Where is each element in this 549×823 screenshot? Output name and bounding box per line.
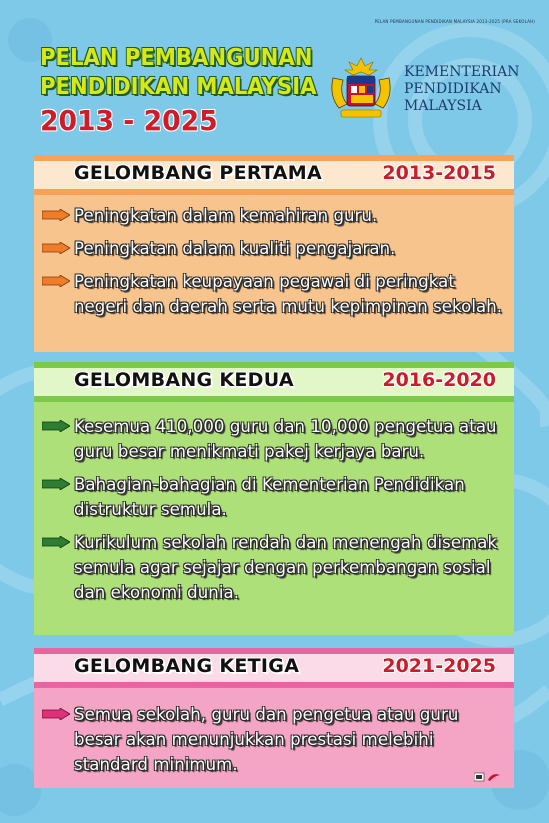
arrow-bullet-icon bbox=[42, 209, 70, 221]
list-item bbox=[38, 236, 506, 261]
wave-years: 2013-2015 bbox=[382, 162, 496, 184]
header-fine-print: PELAN PEMBANGUNAN PENDIDIKAN MALAYSIA 2013-2025 (PRA SEKOLAH) bbox=[374, 19, 535, 24]
ministry-line-2: PENDIDIKAN bbox=[404, 81, 502, 97]
list-item bbox=[38, 530, 506, 605]
wave-years: 2016-2020 bbox=[382, 369, 496, 391]
list-item bbox=[38, 472, 506, 522]
item-text: Peningkatan dalam kemahiran guru. bbox=[74, 206, 378, 225]
item-text: Bahagian-bahagian di Kementerian Pendidikan distruktur semula. bbox=[74, 475, 465, 519]
title-years: 2013 - 2025 bbox=[40, 104, 218, 137]
title-line-2: PENDIDIKAN MALAYSIA bbox=[40, 74, 317, 100]
item-text: Peningkatan dalam kualiti pengajaran. bbox=[74, 239, 396, 258]
ministry-line-1: KEMENTERIAN bbox=[404, 64, 520, 80]
arrow-bullet-icon bbox=[42, 420, 70, 432]
wave-header bbox=[34, 648, 514, 688]
item-text: Kurikulum sekolah rendah dan menengah disemak semula agar sejajar dengan perkembangan sosial dan ekonomi dunia. bbox=[74, 533, 498, 602]
wave-name: GELOMBANG KEDUA bbox=[74, 369, 294, 391]
wave-items bbox=[34, 195, 514, 319]
arrow-bullet-icon bbox=[42, 536, 70, 548]
ministry-line-3: MALAYSIA bbox=[404, 98, 482, 114]
wave-years: 2021-2025 bbox=[382, 655, 496, 677]
item-text: Semua sekolah, guru dan pengetua atau guru besar akan menunjukkan prestasi melebihi standard minimum. bbox=[74, 705, 459, 774]
list-item bbox=[38, 414, 506, 464]
wave-panel-pertama bbox=[34, 155, 514, 352]
wave-header bbox=[34, 362, 514, 402]
ministry-logo-text bbox=[404, 64, 519, 115]
arrow-bullet-icon bbox=[42, 275, 70, 287]
footer-logo-icons bbox=[474, 772, 502, 782]
poster-title bbox=[40, 44, 341, 137]
list-item bbox=[38, 203, 506, 228]
wave-name: GELOMBANG PERTAMA bbox=[74, 162, 322, 184]
item-text: Kesemua 410,000 guru dan 10,000 pengetua atau guru besar menikmati pakej kerjaya baru. bbox=[74, 417, 497, 461]
wave-panel-kedua bbox=[34, 362, 514, 635]
wave-name: GELOMBANG KETIGA bbox=[74, 655, 300, 677]
wave-items bbox=[34, 688, 514, 777]
wave-header bbox=[34, 155, 514, 195]
arrow-bullet-icon bbox=[42, 478, 70, 490]
list-item bbox=[38, 269, 506, 319]
wave-items bbox=[34, 402, 514, 605]
list-item bbox=[38, 702, 506, 777]
arrow-bullet-icon bbox=[42, 708, 70, 720]
malaysia-coat-of-arms-icon bbox=[325, 56, 397, 122]
item-text: Peningkatan keupayaan pegawai di peringkat negeri dan daerah serta mutu kepimpinan sekolah. bbox=[74, 272, 503, 316]
arrow-bullet-icon bbox=[42, 242, 70, 254]
wave-panel-ketiga bbox=[34, 648, 514, 788]
title-line-1: PELAN PEMBANGUNAN bbox=[40, 45, 313, 71]
